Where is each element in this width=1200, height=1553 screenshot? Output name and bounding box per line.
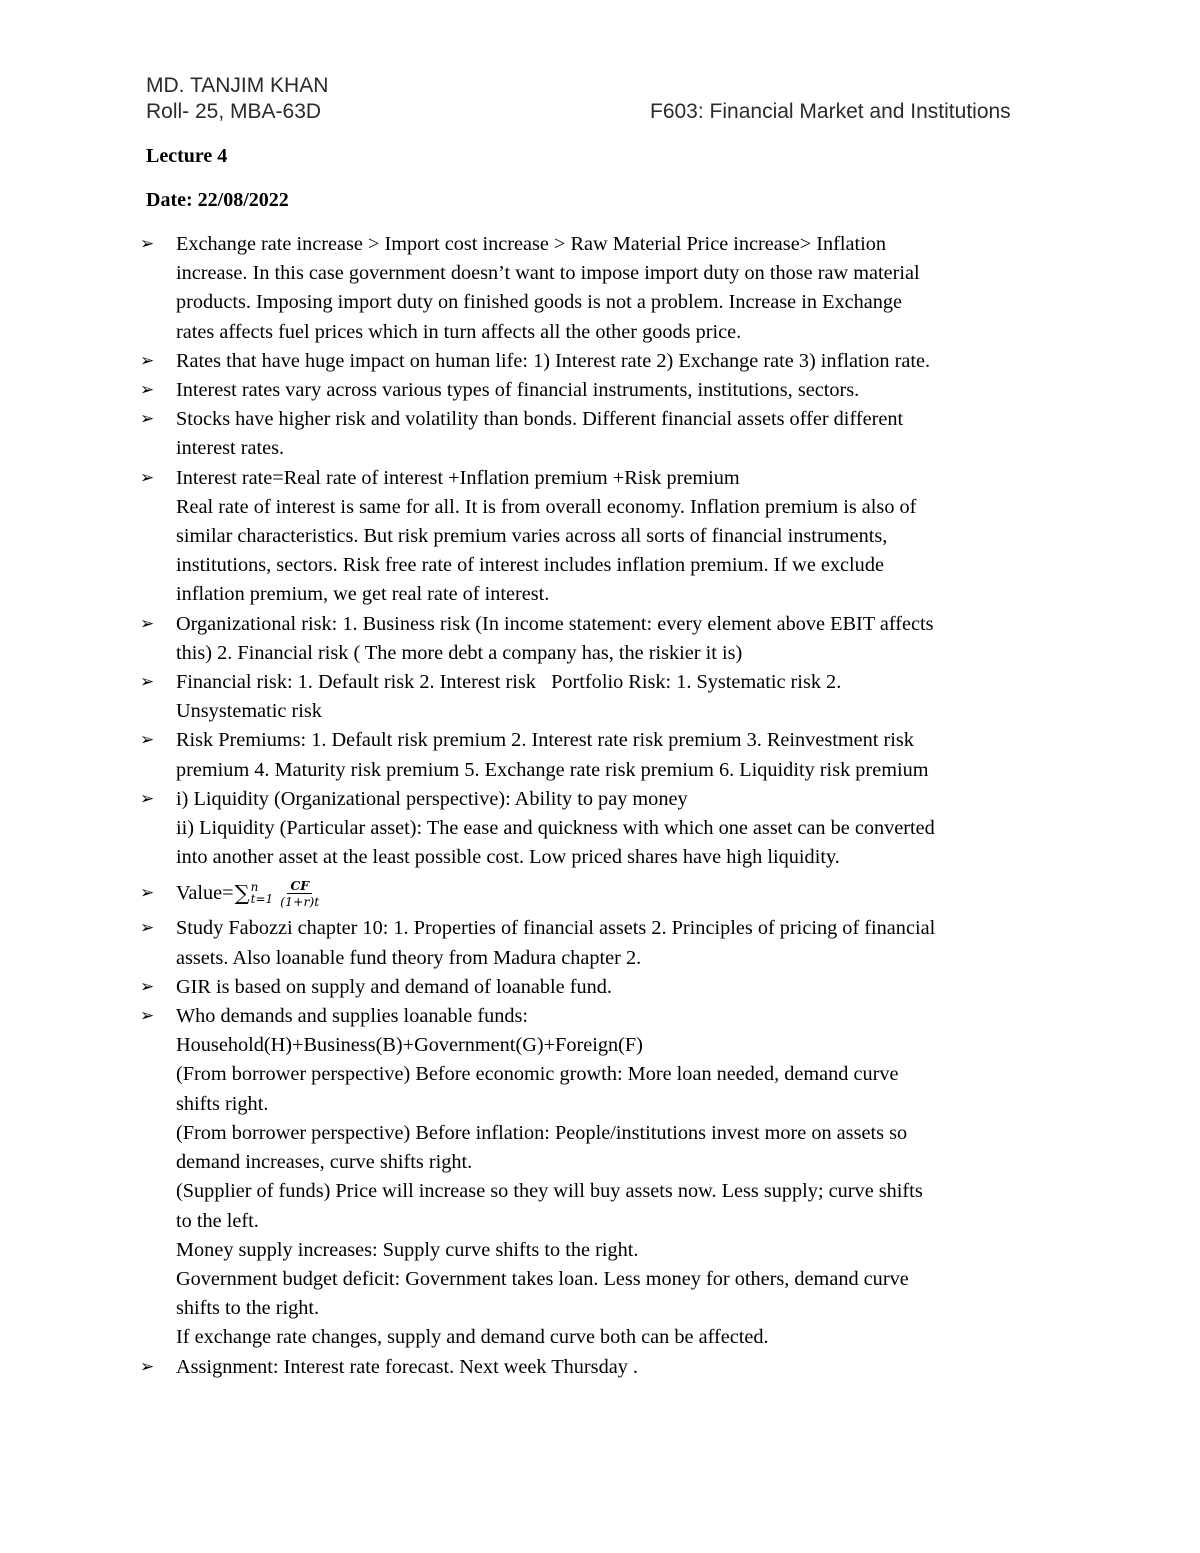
text-line: Government budget deficit: Government takes loan. Less money for others, demand curve: [176, 1267, 909, 1290]
text-line: increase. In this case government doesn’t want to impose import duty on those raw material: [176, 262, 920, 285]
sum-lower-limit: t=1: [250, 892, 274, 907]
text-line: Interest rate=Real rate of interest +Inflation premium +Risk premium: [176, 466, 740, 489]
sum-upper-limit: n: [250, 880, 259, 895]
author-name: MD. TANJIM KHAN: [146, 74, 329, 97]
text-line: (Supplier of funds) Price will increase so they will buy assets now. Less supply; curve shifts: [176, 1180, 923, 1203]
bullet-item: [140, 726, 1065, 784]
bullet-item: [140, 1002, 1065, 1352]
text-line: Study Fabozzi chapter 10: 1. Properties of financial assets 2. Principles of pricing of financial: [176, 917, 936, 940]
text-line: Interest rates vary across various types of financial instruments, institutions, sectors.: [176, 379, 860, 402]
bullet-list: [140, 230, 1065, 1382]
text-line: shifts right.: [176, 1092, 269, 1115]
text-line: products. Imposing import duty on finished goods is not a problem. Increase in Exchange: [176, 291, 903, 314]
text-line: shifts to the right.: [176, 1297, 320, 1320]
text-line: ii) Liquidity (Particular asset): The ease and quickness with which one asset can be converted: [176, 817, 935, 840]
text-line: assets. Also loanable fund theory from Madura chapter 2.: [176, 946, 642, 969]
arrow-bullet-icon: ➢: [140, 409, 155, 430]
text-line: institutions, sectors. Risk free rate of interest includes inflation premium. If we exclude: [176, 554, 884, 577]
text-line: demand increases, curve shifts right.: [176, 1151, 473, 1174]
formula-fraction: [278, 878, 321, 909]
text-line: Exchange rate increase > Import cost increase > Raw Material Price increase> Inflation: [176, 233, 887, 255]
text-line: Who demands and supplies loanable funds:: [176, 1005, 529, 1028]
arrow-bullet-icon: ➢: [140, 380, 155, 401]
sum-limits: [251, 881, 274, 905]
value-formula: [176, 872, 1065, 914]
text-line: premium 4. Maturity risk premium 5. Exchange rate risk premium 6. Liquidity risk premium: [176, 758, 929, 781]
formula-numerator: CF: [287, 878, 312, 894]
bullet-item: [140, 376, 1065, 405]
arrow-bullet-icon: ➢: [140, 613, 155, 634]
lecture-heading: Lecture 4: [146, 145, 228, 167]
text-line: Stocks have higher risk and volatility than bonds. Different financial assets offer different: [176, 408, 904, 431]
text-line: i) Liquidity (Organizational perspective): Ability to pay money: [176, 787, 688, 810]
course-title: F603: Financial Market and Institutions: [650, 100, 1011, 123]
formula-bullet: [140, 872, 1065, 914]
sigma-symbol: ∑: [234, 880, 250, 905]
text-line: similar characteristics. But risk premium varies across all sorts of financial instruments,: [176, 525, 888, 548]
text-line: (From borrower perspective) Before inflation: People/institutions invest more on assets so: [176, 1121, 908, 1144]
text-line: Real rate of interest is same for all. It is from overall economy. Inflation premium is also of: [176, 495, 917, 518]
arrow-bullet-icon: ➢: [140, 730, 155, 751]
text-line: (From borrower perspective) Before economic growth: More loan needed, demand curve: [176, 1063, 899, 1086]
arrow-bullet-icon: ➢: [140, 918, 155, 939]
arrow-bullet-icon: ➢: [140, 467, 155, 488]
arrow-bullet-icon: ➢: [140, 883, 155, 904]
text-line: this) 2. Financial risk ( The more debt a company has, the riskier it is): [176, 641, 743, 664]
text-line: to the left.: [176, 1209, 259, 1232]
text-line: Unsystematic risk: [176, 700, 322, 723]
text-line: Risk Premiums: 1. Default risk premium 2. Interest rate risk premium 3. Reinvestment risk: [176, 729, 914, 752]
bullet-item: [140, 914, 1065, 972]
bullet-item: [140, 973, 1065, 1002]
arrow-bullet-icon: ➢: [140, 1006, 155, 1027]
text-line: Organizational risk: 1. Business risk (In income statement: every element above EBIT affects: [176, 612, 934, 635]
text-line: Household(H)+Business(B)+Government(G)+Foreign(F): [176, 1034, 643, 1057]
arrow-bullet-icon: ➢: [140, 672, 155, 693]
bullet-item: [140, 785, 1065, 873]
text-line: If exchange rate changes, supply and demand curve both can be affected.: [176, 1326, 769, 1349]
arrow-bullet-icon: ➢: [140, 234, 155, 254]
text-line: into another asset at the least possible cost. Low priced shares have high liquidity.: [176, 846, 840, 869]
bullet-item: [140, 668, 1065, 726]
bullet-item: [140, 464, 1065, 610]
arrow-bullet-icon: ➢: [140, 1356, 155, 1377]
formula-denominator: (1+r)t: [280, 893, 320, 909]
arrow-bullet-icon: ➢: [140, 788, 155, 809]
bullet-item: [140, 405, 1065, 463]
text-line: GIR is based on supply and demand of loanable fund.: [176, 975, 612, 998]
text-line: interest rates.: [176, 437, 285, 460]
arrow-bullet-icon: ➢: [140, 976, 155, 997]
bullet-item: [140, 230, 1065, 347]
bullet-item: [140, 1353, 1065, 1382]
roll-info: Roll- 25, MBA-63D: [146, 100, 322, 123]
arrow-bullet-icon: ➢: [140, 350, 155, 371]
formula-prefix: Value=: [176, 881, 234, 904]
text-line: Money supply increases: Supply curve shifts to the right.: [176, 1238, 639, 1261]
text-line: inflation premium, we get real rate of interest.: [176, 583, 550, 606]
text-line: Financial risk: 1. Default risk 2. Interest risk Portfolio Risk: 1. Systematic risk 2.: [176, 671, 842, 694]
text-line: rates affects fuel prices which in turn affects all the other goods price.: [176, 320, 742, 343]
date-heading: Date: 22/08/2022: [146, 189, 289, 211]
bullet-item: [140, 347, 1065, 376]
text-line: Assignment: Interest rate forecast. Next week Thursday .: [176, 1355, 639, 1378]
text-line: Rates that have huge impact on human life: 1) Interest rate 2) Exchange rate 3) inflation rate.: [176, 349, 931, 372]
bullet-item: [140, 610, 1065, 668]
